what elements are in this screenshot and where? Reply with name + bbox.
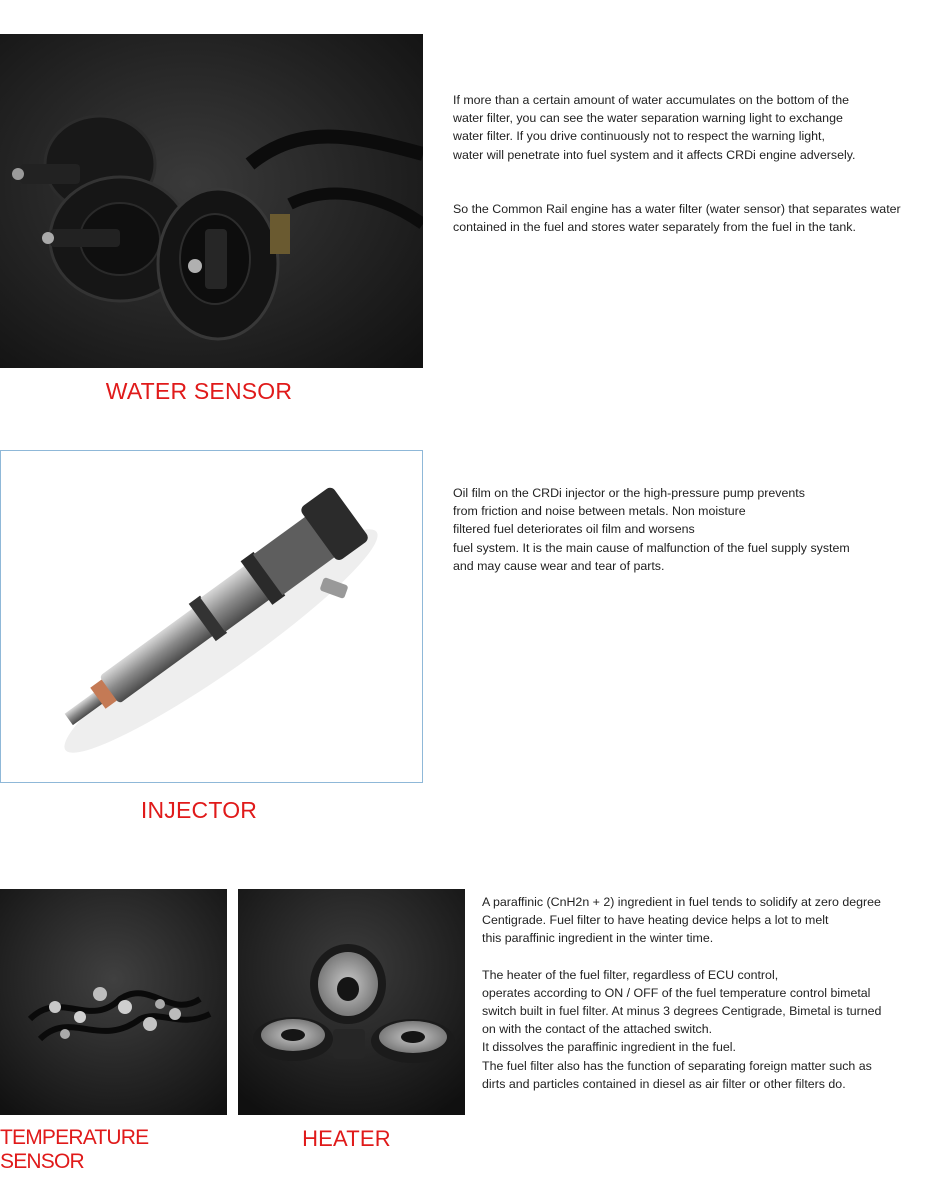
text-line: So the Common Rail engine has a water filter (water sensor) that separates water: [453, 201, 901, 216]
text-line: fuel system. It is the main cause of malfunction of the fuel supply system: [453, 540, 850, 555]
text-line: filtered fuel deteriorates oil film and worsens: [453, 522, 695, 537]
text-line: Oil film on the CRDi injector or the high-pressure pump prevents: [453, 486, 805, 500]
temperature-sensor-photo: [0, 889, 227, 1115]
text-line: contained in the fuel and stores water separately from the fuel in the tank.: [453, 220, 856, 235]
water-sensor-caption: WATER SENSOR: [105, 378, 293, 404]
text-line: switch built in fuel filter. At minus 3 degrees Centigrade, Bimetal is turned: [482, 1004, 882, 1019]
text-line: operates according to ON / OFF of the fuel temperature control bimetal: [482, 985, 871, 1000]
water-sensor-photo: [0, 34, 423, 368]
text-line: water filter, you can see the water separation warning light to exchange: [453, 111, 843, 126]
text-line: If more than a certain amount of water accumulates on the bottom of the: [453, 93, 850, 107]
heater-description: [482, 893, 881, 1093]
heater-photo: [238, 889, 465, 1115]
text-line: Centigrade. Fuel filter to have heating device helps a lot to melt: [482, 913, 829, 928]
text-line: this paraffinic ingredient in the winter time.: [482, 931, 714, 946]
injector-caption: INJECTOR: [140, 797, 258, 823]
text-line: from friction and noise between metals. Non moisture: [453, 504, 746, 519]
injector-description: [453, 484, 850, 575]
text-line: water filter. If you drive continuously not to respect the warning light,: [453, 129, 825, 144]
injector-photo: [0, 450, 423, 783]
heater-caption: HEATER: [302, 1126, 391, 1151]
text-line: The fuel filter also has the function of separating foreign matter such as: [482, 1058, 872, 1073]
text-line: and may cause wear and tear of parts.: [453, 558, 665, 573]
text-line: It dissolves the paraffinic ingredient in the fuel.: [482, 1040, 736, 1055]
text-line: water will penetrate into fuel system and it affects CRDi engine adversely.: [453, 147, 856, 162]
text-line: The heater of the fuel filter, regardless of ECU control,: [482, 967, 779, 982]
text-line: on with the contact of the attached switch.: [482, 1022, 713, 1037]
temperature-sensor-caption: TEMPERATURE SENSOR: [0, 1126, 149, 1173]
text-line: dirts and particles contained in diesel as air filter or other filters do.: [482, 1076, 846, 1091]
water-sensor-description: [453, 91, 901, 236]
text-line: A paraffinic (CnH2n + 2) ingredient in fuel tends to solidify at zero degree: [482, 895, 881, 909]
